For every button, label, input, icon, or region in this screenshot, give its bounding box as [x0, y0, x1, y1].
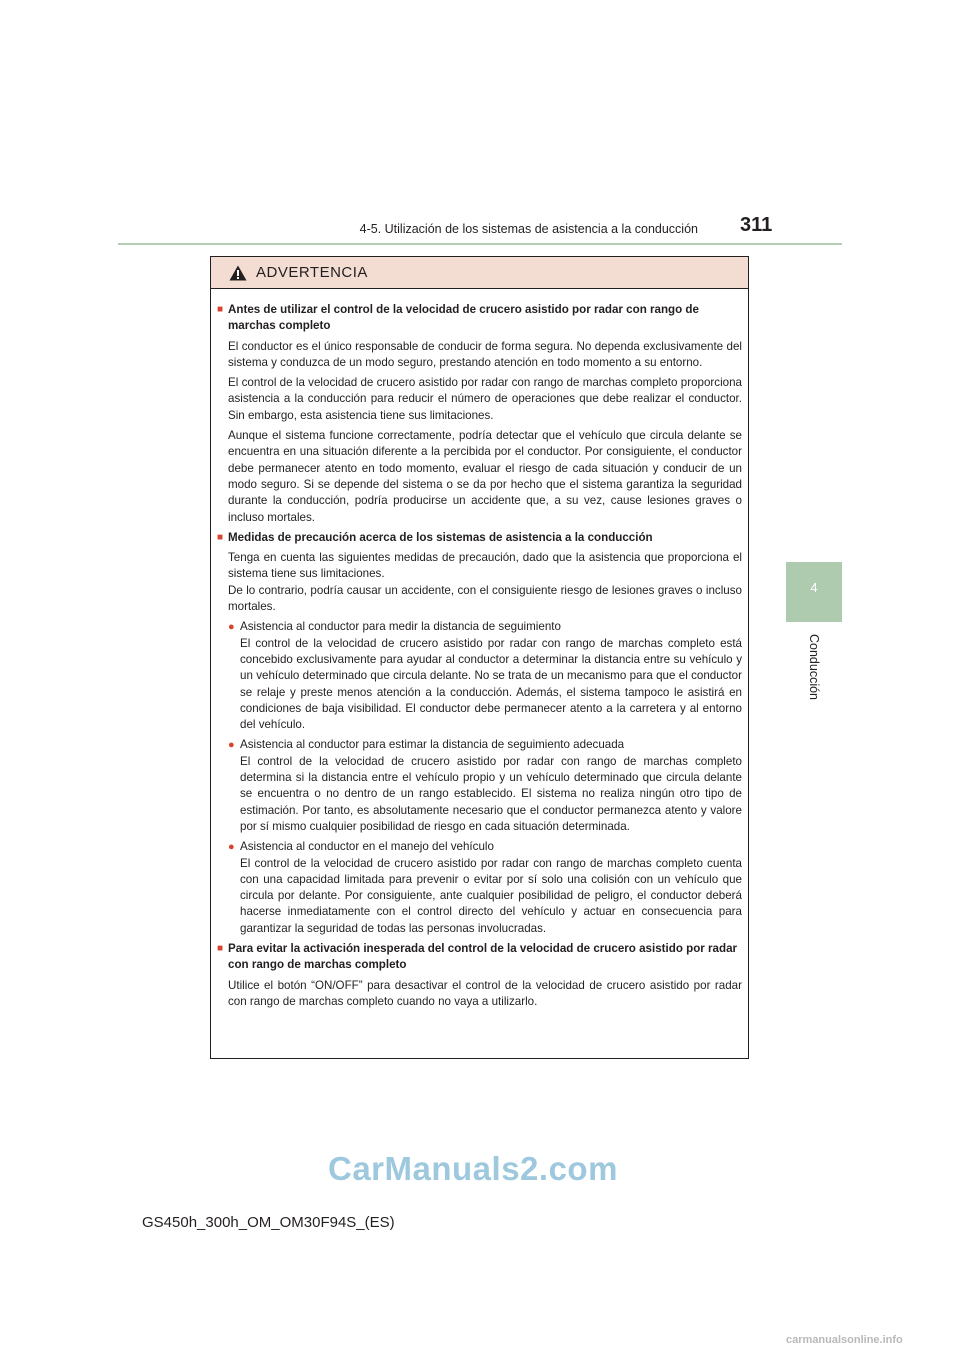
square-bullet-icon: ■	[217, 942, 224, 954]
paragraph: Tenga en cuenta las siguientes medidas de precaución, dado que la asistencia que proporciona el sistema tiene sus limitaciones.	[228, 551, 742, 581]
watermark: CarManuals2.com	[328, 1150, 618, 1187]
bullet-item	[228, 619, 742, 733]
document-id: GS450h_300h_OM_OM30F94S_(ES)	[142, 1214, 395, 1231]
circle-bullet-icon: ●	[228, 621, 235, 634]
section-heading-text: Antes de utilizar el control de la velocidad de crucero asistido por radar con rango de marchas completo	[228, 303, 699, 333]
paragraph: De lo contrario, podría causar un accidente, con el consiguiente riesgo de lesiones graves o incluso mortales.	[228, 583, 742, 614]
chapter-label: Conducción	[807, 633, 821, 701]
section-heading	[217, 530, 742, 546]
bullet-item	[228, 839, 742, 937]
circle-bullet-icon: ●	[228, 841, 235, 854]
corner-watermark: carmanualsonline.info	[786, 1334, 903, 1346]
bullet-title: Asistencia al conductor para estimar la distancia de seguimiento adecuada	[240, 738, 625, 752]
bullet-text: El control de la velocidad de crucero asistido por radar con rango de marchas completo cuenta con una capacidad limitada para prevenir o evitar por sí solo una colisión con un vehículo que circula por delante. Por consiguiente, ante cualquier posibilidad de peligro, el conductor deberá hacerse inmediatamente con el control directo del vehículo y actuar en consecuencia para garantizar la seguridad de todas las personas involucradas.	[240, 856, 742, 935]
paragraph: El conductor es el único responsable de conducir de forma segura. No dependa exclusivamente del sistema y conduzca de un modo seguro, prestando atención en todo momento a su entorno.	[228, 339, 742, 369]
page-number: 311	[740, 214, 773, 236]
warning-header	[211, 257, 748, 289]
chapter-tab	[786, 562, 842, 622]
header-rule	[118, 243, 842, 245]
section-title: 4-5. Utilización de los sistemas de asistencia a la conducción	[359, 222, 698, 236]
section-heading-text: Para evitar la activación inesperada del control de la velocidad de crucero asistido por radar con rango de marchas completo	[228, 941, 738, 972]
bullet-item	[228, 737, 742, 835]
warning-body	[211, 289, 748, 1010]
bullet-text: El control de la velocidad de crucero asistido por radar con rango de marchas completo está concebido exclusivamente para ayudar al conductor a determinar la distancia entre su vehículo y un vehículo determinado que circula delante. No se trata de un mecanismo para que el conductor se relaje y preste menos atención a la conducción. Además, el sistema tampoco le asistirá en condiciones de baja visibilidad. El conductor debe permanecer atento a la carretera y al entorno del vehículo.	[240, 636, 742, 732]
bullet-text: El control de la velocidad de crucero asistido por radar con rango de marchas completo determina si la distancia entre el vehículo propio y un vehículo determinado que circula delante se encuentra o no dentro de un rango establecido. El sistema no realiza ningún otro tipo de estimación. Por tanto, es absolutamente necesario que el conductor permanezca atento y valore por sí mismo cualquier posibilidad de riesgo en cada situación determinada.	[240, 754, 742, 833]
square-bullet-icon: ■	[217, 531, 224, 543]
warning-box	[210, 256, 749, 1059]
warning-triangle-icon	[229, 265, 247, 281]
paragraph: El control de la velocidad de crucero asistido por radar con rango de marchas completo proporciona asistencia a la conducción para reducir el número de operaciones que debe realizar el conductor. Sin embargo, esta asistencia tiene sus limitaciones.	[228, 376, 742, 422]
square-bullet-icon: ■	[217, 304, 224, 315]
section-heading	[217, 941, 742, 974]
circle-bullet-icon: ●	[228, 739, 235, 752]
bullet-title: Asistencia al conductor para medir la distancia de seguimiento	[240, 620, 561, 634]
warning-title: ADVERTENCIA	[256, 264, 368, 281]
paragraph: Utilice el botón “ON/OFF” para desactivar el control de la velocidad de crucero asistido por radar con rango de marchas completo cuando no vaya a utilizarlo.	[228, 978, 742, 1008]
section-heading-text: Medidas de precaución acerca de los sistemas de asistencia a la conducción	[228, 530, 653, 544]
chapter-number: 4	[810, 580, 818, 595]
bullet-title: Asistencia al conductor en el manejo del vehículo	[240, 840, 494, 854]
paragraph: Aunque el sistema funcione correctamente, podría detectar que el vehículo que circula delante se encuentra en una situación diferente a la percibida por el conductor. Por consiguiente, el conductor debe permanecer atento en todo momento, evaluar el riesgo de cada situación y conducir de un modo seguro. Si se depende del sistema o se da por hecho que el sistema garantiza la seguridad durante la conducción, podría producirse un accidente que, a su vez, cause lesiones graves o incluso mortales.	[228, 429, 742, 524]
section-heading	[217, 302, 742, 335]
